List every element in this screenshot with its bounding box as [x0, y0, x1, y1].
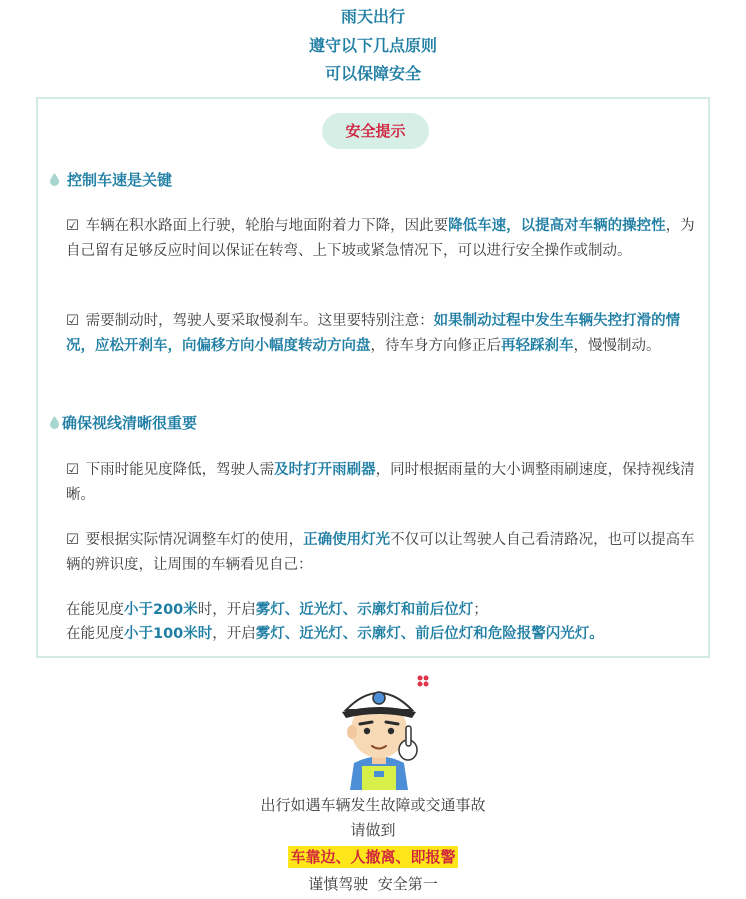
text: 车辆在积水路面上行驶，轮胎与地面附着力下降，因此要	[81, 218, 449, 234]
paragraph-wipers	[66, 458, 696, 507]
text: 下雨时能见度降低，驾驶人需	[81, 462, 275, 478]
section-heading-text: 控制车速是关键	[67, 171, 173, 189]
safety-tips-badge: 安全提示	[322, 113, 429, 149]
paragraph-lights	[66, 528, 696, 577]
highlight-text: 再轻踩刹车	[501, 337, 574, 354]
text: ，为自己留有足够反应时间以保证在转弯、上下坡或紧急情况下，可以进行安全操作或制动。	[66, 218, 695, 259]
text: 要根据实际情况调整车灯的使用，	[81, 532, 304, 548]
traffic-police-mascot	[324, 668, 434, 790]
checkbox-icon: ☑	[66, 218, 79, 234]
text: ，同时根据雨量的大小调整雨刷速度，保持视线清晰。	[66, 462, 695, 503]
safety-tips-card	[36, 97, 710, 658]
raindrop-icon	[50, 173, 59, 186]
warning-highlight: 车靠边、人撤离、即报警	[290, 848, 456, 866]
section-heading-speed	[50, 168, 172, 192]
text: ，开启	[212, 626, 256, 642]
text: 在能见度	[66, 626, 124, 642]
highlight-text: 雾灯、近光灯、示廓灯、前后位灯和危险报警闪光灯。	[255, 626, 604, 642]
footer-line-4: 谨慎驾驶 安全第一	[308, 875, 438, 893]
highlight-text: 降低车速，以提高对车辆的操控性	[448, 218, 666, 234]
text: 不仅可以让驾驶人自己看清路况，也可以提高车辆的辨识度，让周围的车辆看见自己：	[66, 532, 695, 573]
text: 在能见度	[66, 602, 124, 618]
footer-warning	[0, 845, 746, 869]
highlight-text: 小于200米	[124, 602, 198, 618]
text: ，慢慢制动。	[573, 337, 661, 354]
footer-line-2: 请做到	[350, 821, 396, 839]
visibility-rule-200m	[66, 598, 696, 623]
paragraph-braking	[66, 309, 696, 358]
page-header	[0, 3, 746, 89]
highlight-text: 小于100米时	[124, 626, 213, 642]
highlight-text: 如果制动过程中发生车辆失控打滑的情况，应松开刹车，向偏移方向小幅度转动方向盘	[66, 313, 681, 354]
text: ，待车身方向修正后	[370, 337, 501, 354]
raindrop-icon	[50, 416, 59, 429]
visibility-rule-100m	[66, 622, 706, 647]
header-line-3: 可以保障安全	[324, 64, 421, 83]
highlight-text: 及时打开雨刷器	[274, 462, 376, 478]
checkbox-icon: ☑	[66, 313, 79, 329]
checkbox-icon: ☑	[66, 462, 79, 478]
footer-line-1: 出行如遇车辆发生故障或交通事故	[260, 796, 486, 814]
section-heading-text: 确保视线清晰很重要	[62, 414, 198, 432]
highlight-text: 正确使用灯光	[303, 532, 391, 548]
header-line-2: 遵守以下几点原则	[308, 35, 437, 55]
text: 时，开启	[197, 602, 256, 618]
text: ；	[473, 602, 488, 618]
text: 需要制动时，驾驶人要采取慢刹车。这里要特别注意：	[81, 313, 434, 329]
section-heading-visibility	[50, 411, 197, 435]
highlight-text: 雾灯、近光灯、示廓灯和前后位灯	[255, 602, 474, 618]
paragraph-slow-down	[66, 214, 696, 263]
header-line-1: 雨天出行	[340, 7, 405, 26]
checkbox-icon: ☑	[66, 532, 79, 548]
